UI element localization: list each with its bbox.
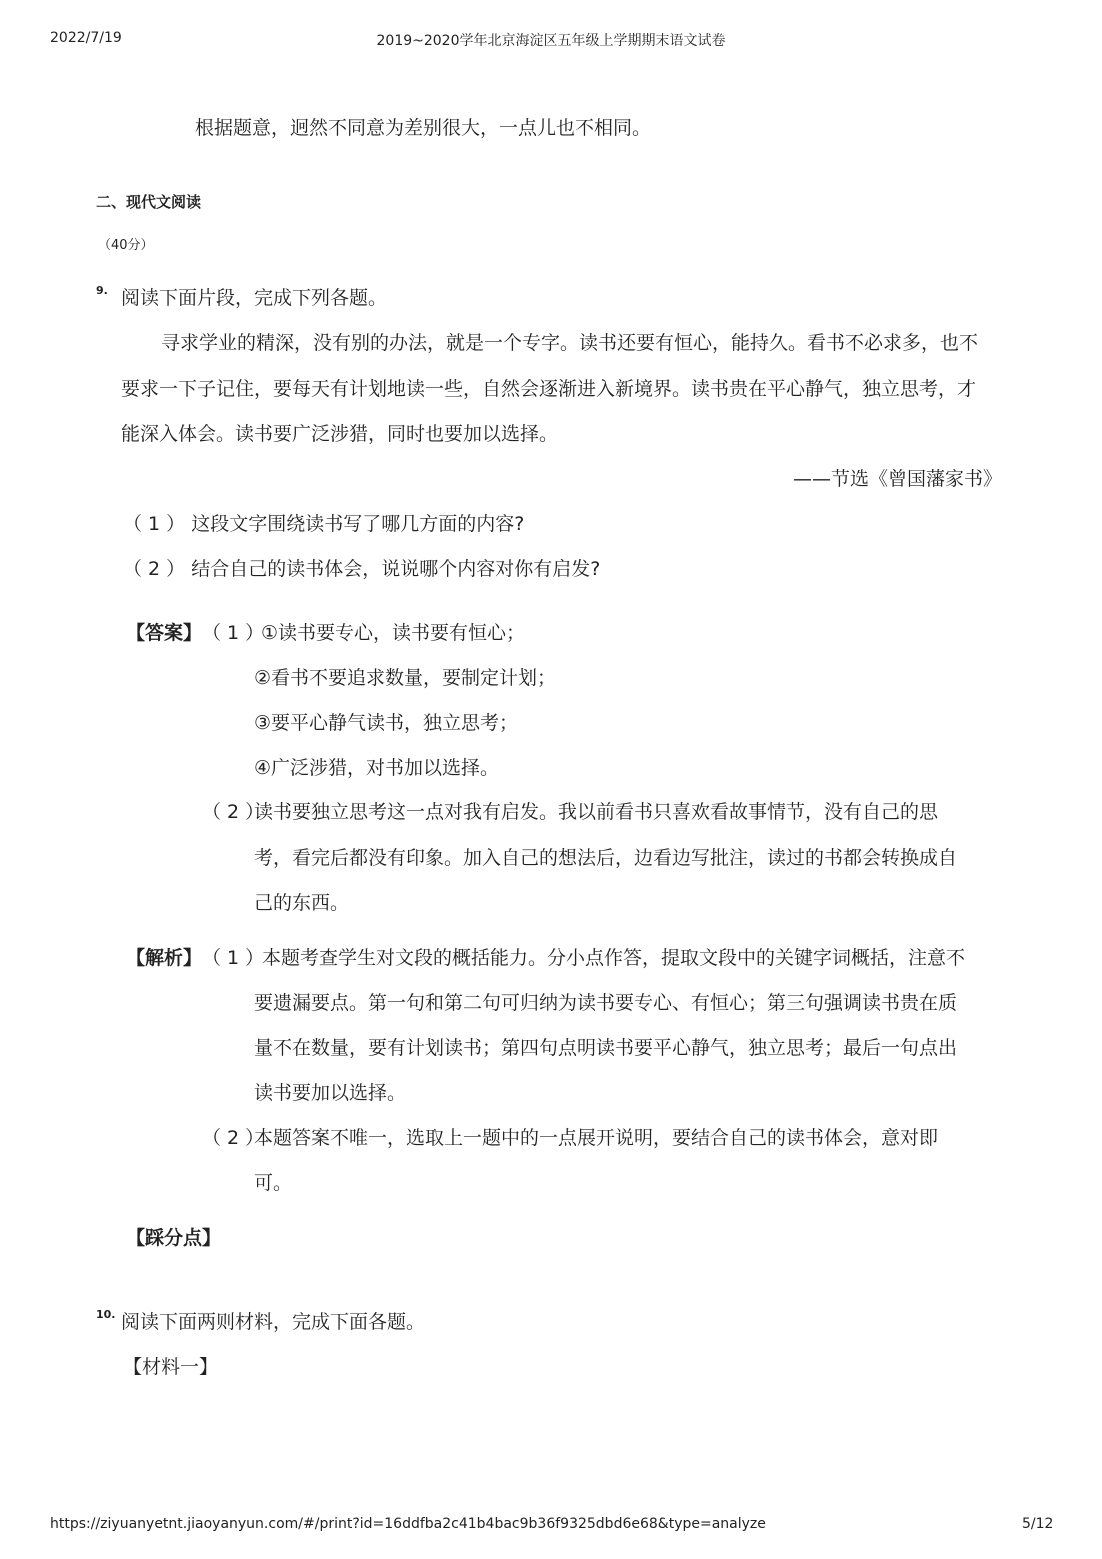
analysis-part1-line: 本题考查学生对文段的概括能力。分小点作答，提取文段中的关键字词概括，注意不: [262, 947, 966, 969]
passage-source: ——节选《曾国藩家书》: [793, 468, 1003, 490]
section-title: 二、现代文阅读: [96, 193, 202, 211]
sub-question-2: （ 2 ） 结合自己的读书体会，说说哪个内容对你有启发?: [123, 558, 601, 580]
analysis-part1-number: （ 1 ）: [202, 947, 265, 969]
print-title: 2019~2020学年北京海淀区五年级上学期期末语文试卷: [376, 33, 726, 49]
score-points-label: 【踩分点】: [126, 1227, 222, 1249]
answer-label: 【答案】: [126, 622, 203, 644]
answer-part1-line: ②看书不要追求数量，要制定计划；: [254, 667, 557, 689]
answer-part1-line: ④广泛涉猎，对书加以选择。: [254, 757, 500, 779]
passage-line-3: 能深入体会。读书要广泛涉猎，同时也要加以选择。: [121, 423, 559, 445]
page-number: 5/12: [1022, 1516, 1054, 1532]
material-label: 【材料一】: [123, 1356, 219, 1378]
answer-part1-number: （ 1 ）: [202, 622, 265, 644]
answer-part1-line: ①读书要专心，读书要有恒心；: [261, 622, 526, 644]
section-score: （40分）: [98, 238, 154, 253]
analysis-part2-line: 本题答案不唯一，选取上一题中的一点展开说明，要结合自己的读书体会，意对即: [254, 1127, 939, 1149]
answer-part1-line: ③要平心静气读书，独立思考；: [254, 712, 519, 734]
passage-line-1: 寻求学业的精深，没有别的办法，就是一个专字。读书还要有恒心，能持久。看书不必求多，也不: [161, 332, 979, 354]
question-number-10: 10.: [96, 1308, 116, 1321]
answer-part2-line: 己的东西。: [254, 892, 350, 914]
analysis-part1-line: 要遗漏要点。第一句和第二句可归纳为读书要专心、有恒心；第三句强调读书贵在质: [254, 992, 958, 1014]
analysis-part1-line: 读书要加以选择。: [254, 1082, 407, 1104]
answer-part2-number: （ 2 ）: [202, 801, 265, 823]
print-date: 2022/7/19: [50, 30, 122, 46]
analysis-part2-line: 可。: [254, 1172, 293, 1194]
analysis-part2-number: （ 2 ）: [202, 1127, 265, 1149]
question-10-prompt: 阅读下面两则材料，完成下面各题。: [121, 1311, 426, 1333]
answer-part2-line: 读书要独立思考这一点对我有启发。我以前看书只喜欢看故事情节，没有自己的思: [254, 801, 939, 823]
analysis-part1-line: 量不在数量，要有计划读书；第四句点明读书要平心静气，独立思考；最后一句点出: [254, 1037, 958, 1059]
answer-part2-line: 考，看完后都没有印象。加入自己的想法后，边看边写批注，读过的书都会转换成自: [254, 847, 958, 869]
sub-question-1: （ 1 ） 这段文字围绕读书写了哪几方面的内容?: [123, 513, 525, 535]
question-9-prompt: 阅读下面片段，完成下列各题。: [121, 287, 388, 309]
analysis-label: 【解析】: [126, 947, 203, 969]
passage-line-2: 要求一下子记住，要每天有计划地读一些，自然会逐渐进入新境界。读书贵在平心静气，独立思考，才: [121, 378, 977, 400]
page-url[interactable]: https://ziyuanyetnt.jiaoyanyun.com/#/print?id=16ddfba2c41b4bac9b36f9325dbd6e68&type=analyze: [50, 1516, 766, 1532]
question-number-9: 9.: [96, 284, 108, 297]
previous-answer-text: 根据题意，迥然不同意为差别很大，一点儿也不相同。: [195, 117, 652, 139]
